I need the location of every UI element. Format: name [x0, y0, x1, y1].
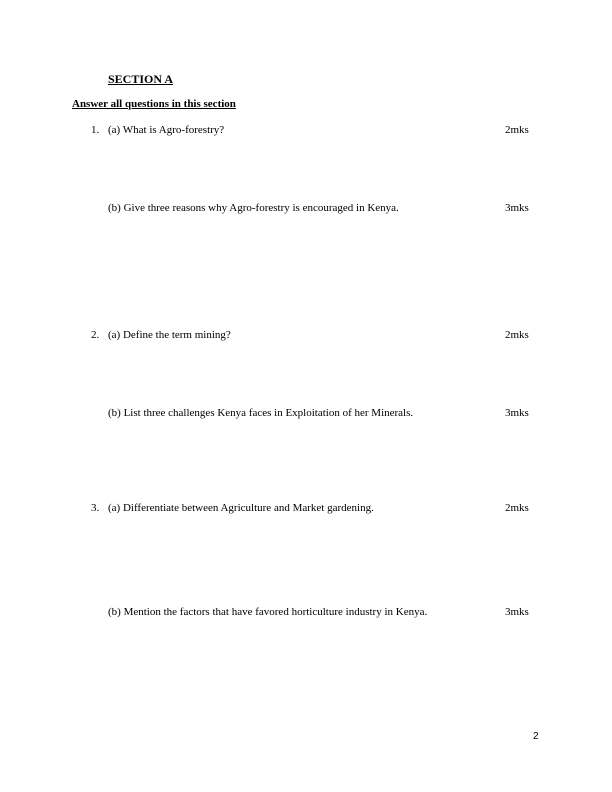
section-instruction: Answer all questions in this section: [72, 98, 236, 110]
question-text: (a) Differentiate between Agriculture and Market gardening.: [108, 502, 374, 514]
question-marks: 3mks: [505, 202, 529, 214]
question-number: 2.: [91, 329, 100, 341]
question-marks: 3mks: [505, 407, 529, 419]
question-text: (b) Mention the factors that have favored horticulture industry in Kenya.: [108, 606, 428, 618]
question-marks: 2mks: [505, 124, 529, 136]
question-marks: 3mks: [505, 606, 529, 618]
question-marks: 2mks: [505, 502, 529, 514]
page-number: 2: [533, 731, 539, 742]
question-number: 1.: [91, 124, 100, 136]
question-text: (b) List three challenges Kenya faces in Exploitation of her Minerals.: [108, 407, 414, 419]
section-title: SECTION A: [108, 72, 174, 86]
question-marks: 2mks: [505, 329, 529, 341]
question-text: (a) Define the term mining?: [108, 329, 231, 341]
question-text: (a) What is Agro-forestry?: [108, 124, 225, 136]
question-number: 3.: [91, 502, 100, 514]
question-text: (b) Give three reasons why Agro-forestry is encouraged in Kenya.: [108, 202, 399, 214]
